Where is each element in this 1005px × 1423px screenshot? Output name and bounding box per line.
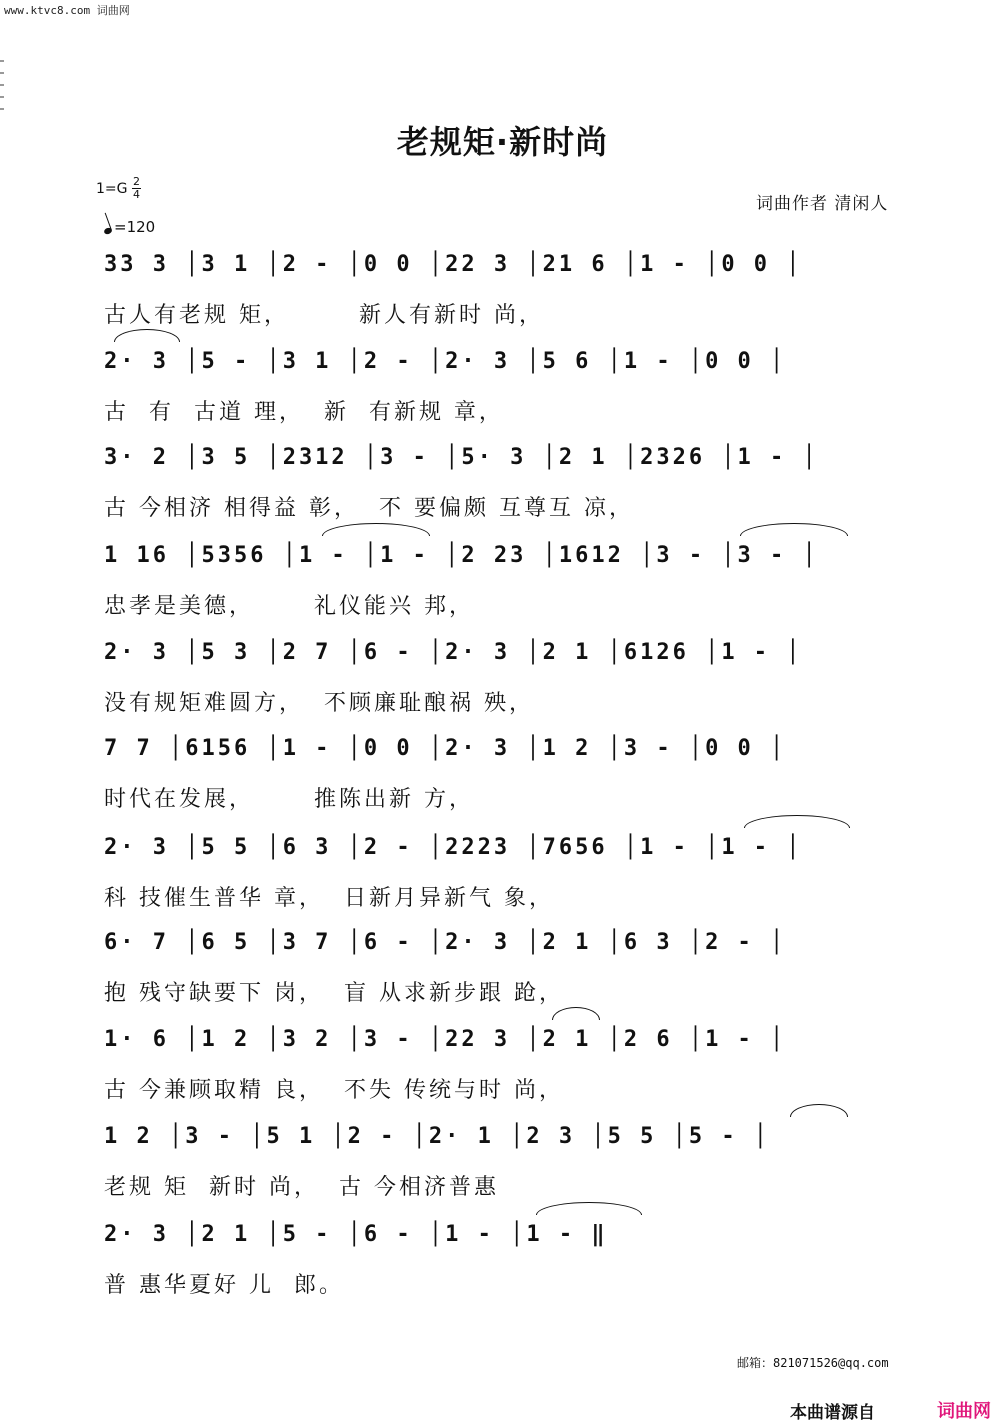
lyrics-line: 抱 残守缺要下 岗， 盲 从求新步跟 跄， bbox=[104, 981, 564, 1006]
notes-line: 3· 2 │3 5 │2312 │3 - │5· 3 │2 1 │2326 │1 - │ bbox=[104, 445, 819, 470]
score-row bbox=[0, 640, 1005, 736]
tempo-value: =120 bbox=[114, 218, 156, 236]
score-row bbox=[0, 1124, 1005, 1220]
lyrics-line: 没有规矩难圆方， 不顾廉耻酿祸 殃， bbox=[104, 691, 534, 716]
lyrics-line: 古人有老规 矩， 新人有新时 尚， bbox=[104, 303, 544, 328]
lyrics-line: 老规 矩 新时 尚， 古 今相济普惠 bbox=[104, 1175, 499, 1200]
time-signature bbox=[132, 176, 141, 200]
score-row bbox=[0, 1027, 1005, 1123]
notes-line: 6· 7 │6 5 │3 7 │6 - │2· 3 │2 1 │6 3 │2 - │ bbox=[104, 930, 787, 955]
lyrics-line: 时代在发展， 推陈出新 方， bbox=[104, 787, 474, 812]
score-row bbox=[0, 736, 1005, 832]
score-row bbox=[0, 543, 1005, 639]
lyrics-line: 忠孝是美德， 礼仪能兴 邦， bbox=[104, 594, 474, 619]
song-title: 老规矩·新时尚 bbox=[396, 123, 609, 161]
notes-line: 1· 6 │1 2 │3 2 │3 - │22 3 │2 1 │2 6 │1 - │ bbox=[104, 1027, 787, 1052]
tempo-mark bbox=[104, 218, 155, 236]
score-row bbox=[0, 349, 1005, 445]
source-label: 本曲谱源自 bbox=[790, 1403, 875, 1423]
notes-line: 7 7 │6156 │1 - │0 0 │2· 3 │1 2 │3 - │0 0 │ bbox=[104, 736, 787, 761]
lyrics-line: 古 今相济 相得益 彰， 不 要偏颇 互尊互 凉， bbox=[104, 496, 634, 521]
key-label: 1=G bbox=[96, 181, 128, 197]
notes-line: 1 16 │5356 │1 - │1 - │2 23 │1612 │3 - │3 - │ bbox=[104, 543, 819, 568]
time-top: 2 bbox=[133, 175, 140, 188]
site-logo[interactable]: 词曲网 bbox=[937, 1401, 991, 1422]
notes-line: 33 3 │3 1 │2 - │0 0 │22 3 │21 6 │1 - │0 0 │ bbox=[104, 252, 803, 277]
score-row bbox=[0, 835, 1005, 931]
notes-line: 2· 3 │2 1 │5 - │6 - │1 - │1 - ‖ bbox=[104, 1222, 608, 1247]
lyrics-line: 古 有 古道 理， 新 有新规 章， bbox=[104, 400, 504, 425]
site-watermark: www.ktvc8.com 词曲网 bbox=[4, 4, 130, 17]
score-row bbox=[0, 445, 1005, 541]
lyrics-line: 科 技催生普华 章， 日新月异新气 象， bbox=[104, 886, 554, 911]
score-row bbox=[0, 930, 1005, 1026]
notes-line: 1 2 │3 - │5 1 │2 - │2· 1 │2 3 │5 5 │5 - │ bbox=[104, 1124, 771, 1149]
key-signature bbox=[96, 175, 140, 201]
notes-line: 2· 3 │5 5 │6 3 │2 - │2223 │7656 │1 - │1 - │ bbox=[104, 835, 803, 860]
lyrics-line: 普 惠华夏好 儿 郎。 bbox=[104, 1273, 344, 1298]
lyrics-line: 古 今兼顾取精 良， 不失 传统与时 尚， bbox=[104, 1078, 564, 1103]
time-bottom: 4 bbox=[133, 188, 140, 201]
author-credit: 词曲作者 清闲人 bbox=[756, 194, 889, 214]
margin-dots bbox=[0, 60, 4, 120]
notes-line: 2· 3 │5 3 │2 7 │6 - │2· 3 │2 1 │6126 │1 - │ bbox=[104, 640, 803, 665]
score-row bbox=[0, 1222, 1005, 1318]
notes-line: 2· 3 │5 - │3 1 │2 - │2· 3 │5 6 │1 - │0 0 │ bbox=[104, 349, 787, 374]
contact-email: 邮箱：821071526@qq.com bbox=[737, 1356, 889, 1370]
quarter-note-icon bbox=[103, 227, 113, 235]
